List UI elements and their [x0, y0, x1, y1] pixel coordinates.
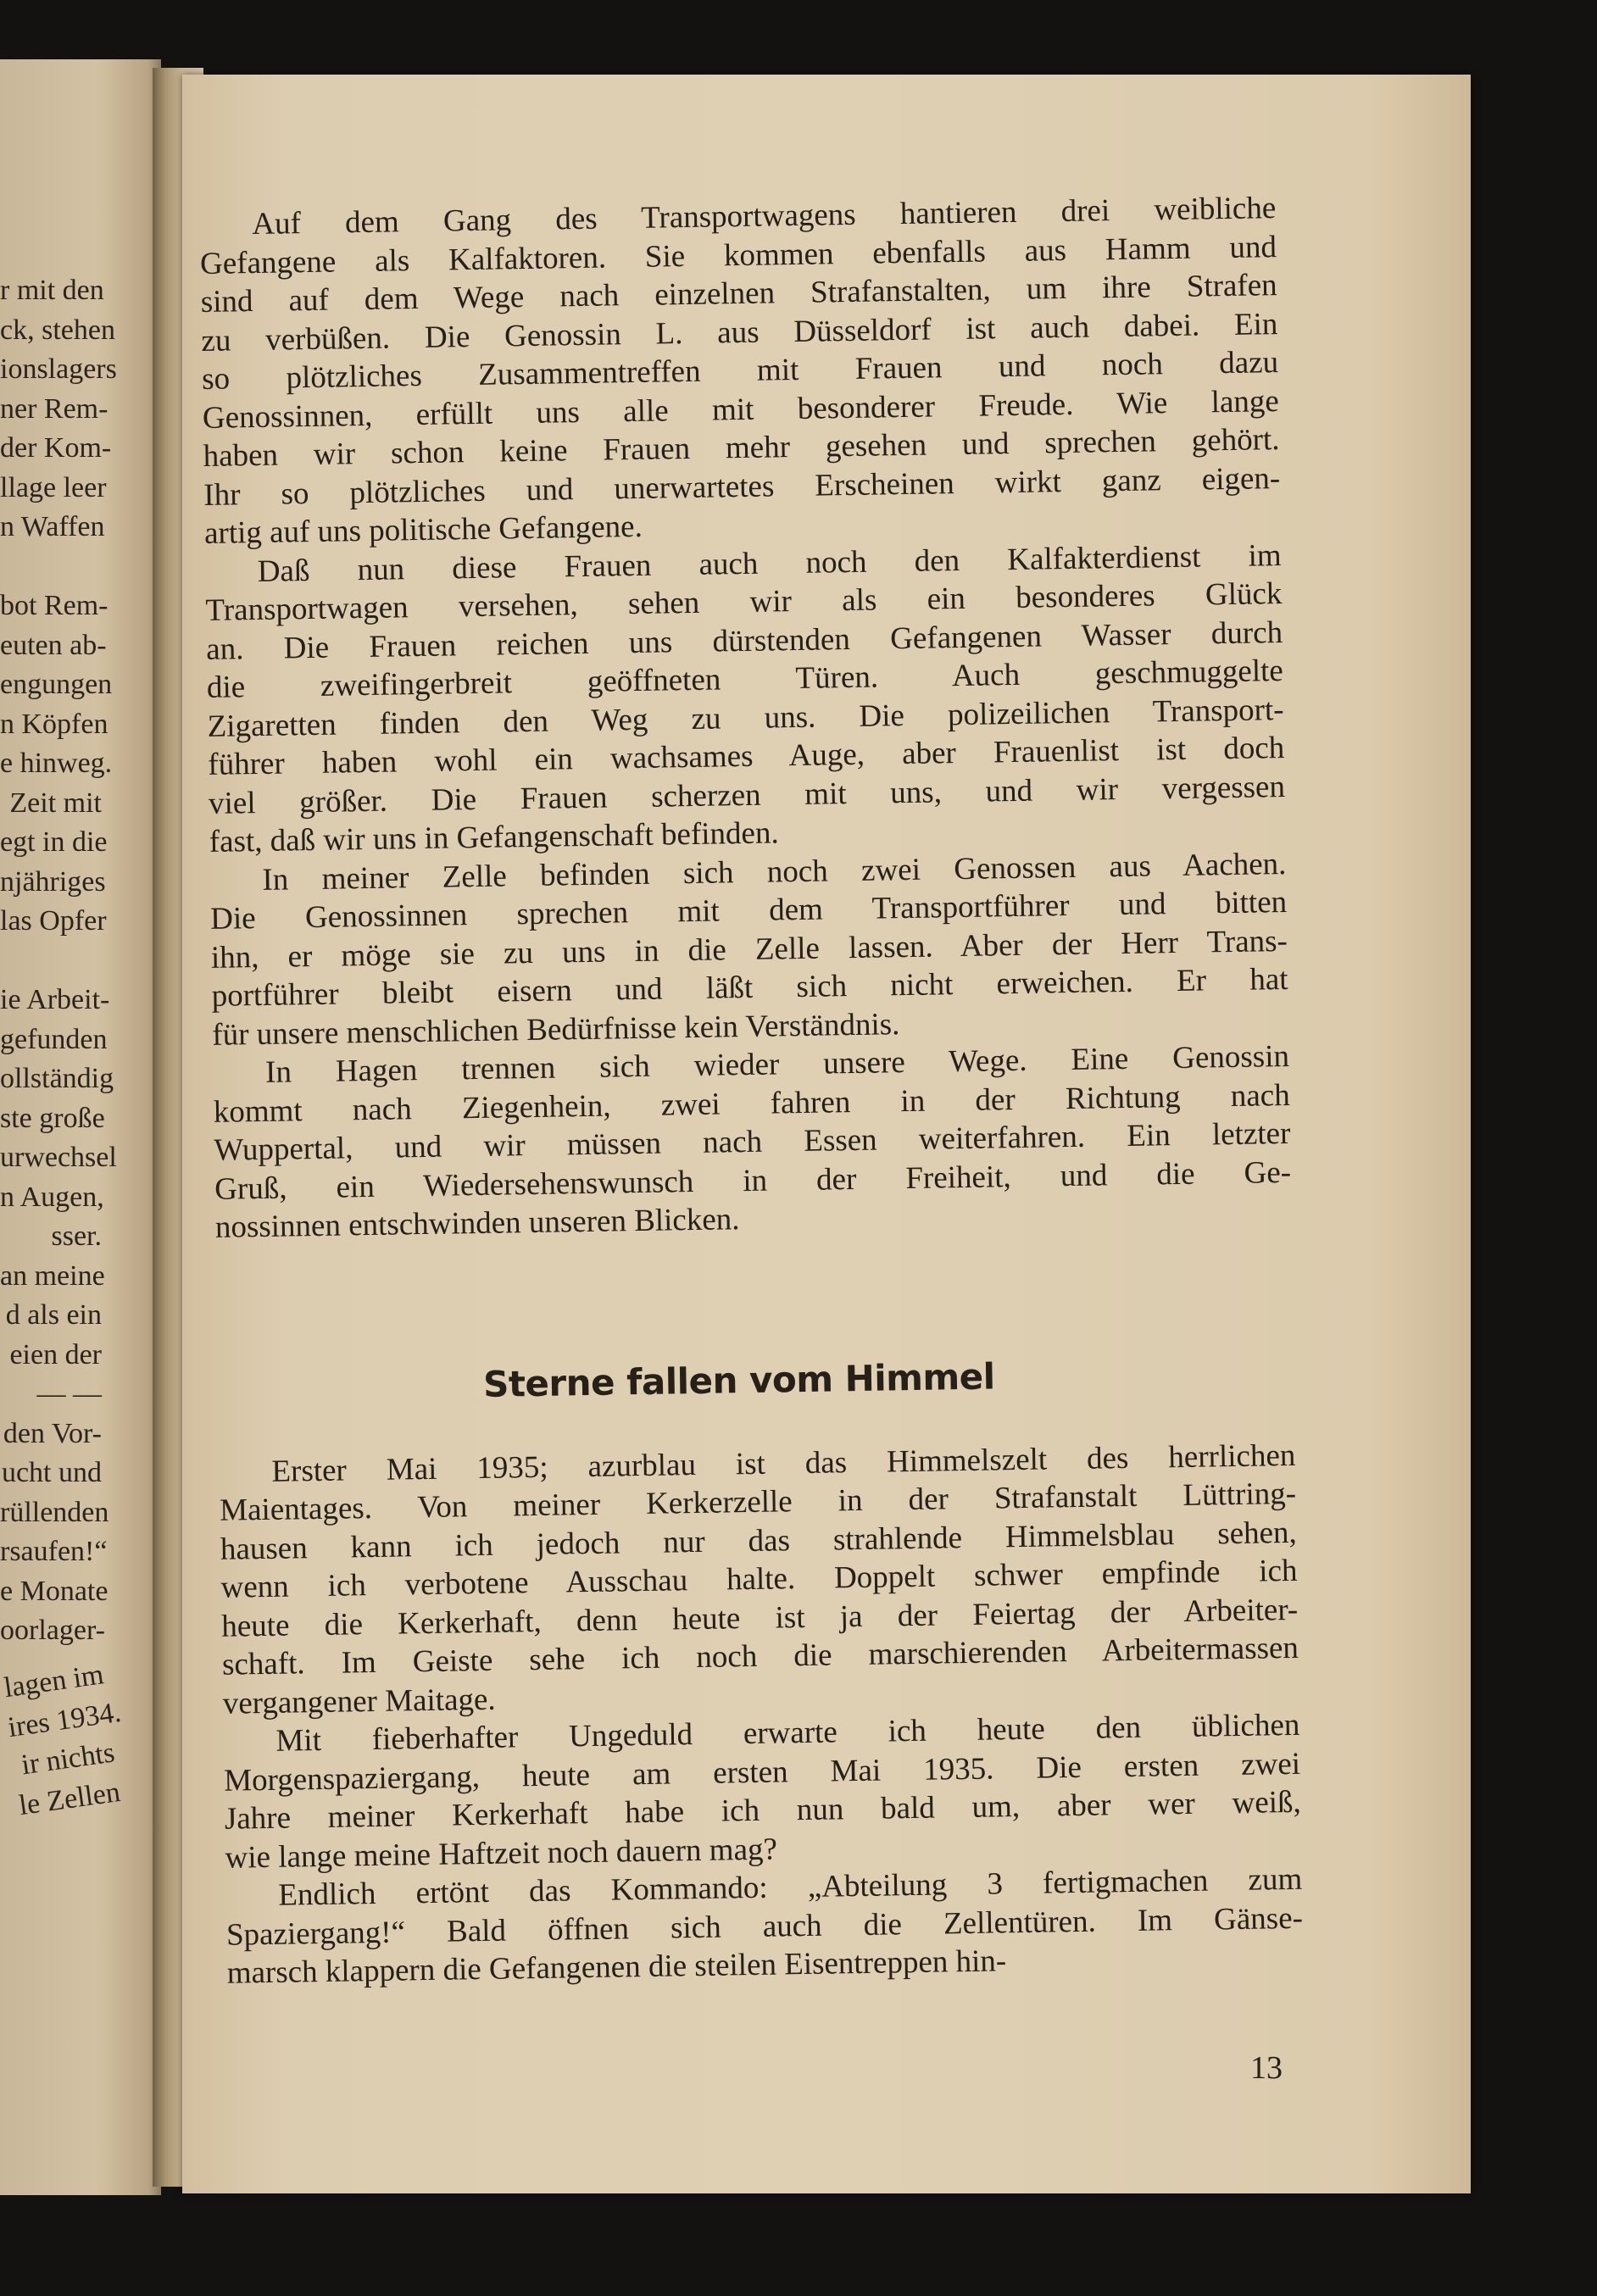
- left-page-fragment: ner Rem-: [0, 392, 109, 425]
- text-line: Genossinnen, erfüllt uns alle mit besonderer Freude. Wie lange: [202, 383, 1280, 436]
- left-page-fragment: ires 1934.: [6, 1696, 123, 1743]
- text-line: haben wir schon keine Frauen mehr gesehen und sprechen gehört.: [203, 422, 1280, 474]
- text-line: zu verbüßen. Die Genossin L. aus Düsseldorf ist auch dabei. Ein: [201, 306, 1278, 359]
- left-page-text-fragments-bottom: [0, 1648, 161, 1826]
- left-page-fragment: euten ab-: [0, 629, 107, 661]
- text-line: viel größer. Die Frauen scherzen mit uns, und wir vergessen: [208, 769, 1286, 821]
- paragraph: [219, 1436, 1299, 1722]
- text-line: Maientages. Von meiner Kerkerzelle in der Strafanstalt Lüttring-: [219, 1476, 1297, 1528]
- paragraph: [223, 1706, 1302, 1877]
- text-line: Ihr so plötzliches und unerwartetes Erscheinen wirkt ganz eigen-: [203, 460, 1281, 513]
- page-number: 13: [1250, 2050, 1283, 2086]
- text-line: schaft. Im Geiste sehe ich noch die marschierenden Arbeitermassen: [221, 1630, 1299, 1682]
- left-page-fragment: r mit den: [0, 275, 104, 306]
- left-page-fragment: ck, stehen: [0, 314, 115, 346]
- left-page-fragment: oorlager-: [0, 1615, 105, 1646]
- text-line: Die Genossinnen sprechen mit dem Transportführer und bitten: [209, 884, 1288, 937]
- text-line: Spaziergang!“ Bald öffnen sich auch die Zellentüren. Im Gänse-: [225, 1900, 1304, 1953]
- text-line: Mit fieberhafter Ungeduld erwarte ich heute den üblichen: [275, 1707, 1300, 1759]
- left-page-fragment: ionslagers: [0, 353, 117, 385]
- text-line: führer haben wohl ein wachsames Auge, aber Frauenlist ist doch: [208, 730, 1285, 782]
- left-page-fragment: ie Arbeit-: [0, 984, 110, 1015]
- right-page: [182, 75, 1471, 2193]
- left-page-fragment: an meine: [0, 1259, 105, 1292]
- text-line: Jahre meiner Kerkerhaft habe ich nun bald um, aber wer weiß,: [224, 1784, 1302, 1837]
- left-page-fragment: urwechsel: [0, 1142, 117, 1173]
- left-page-fragment: ollständig: [0, 1063, 114, 1094]
- page-body: [199, 189, 1304, 1993]
- left-page-fragment: gefunden: [0, 1023, 108, 1055]
- text-line: Erster Mai 1935; azurblau ist das Himmelszelt des herrlichen: [271, 1437, 1296, 1489]
- left-page-fragment: ste große: [0, 1102, 105, 1134]
- text-line: kommt nach Ziegenhein, zwei fahren in der Richtung nach: [213, 1077, 1290, 1130]
- text-line: hausen kann ich jedoch nur das strahlende Himmelsblau sehen,: [220, 1515, 1298, 1567]
- chapter-heading: Sterne fallen vom Himmel: [482, 1354, 995, 1405]
- text-line: Zigaretten finden den Weg zu uns. Die polizeilichen Transport-: [207, 692, 1284, 744]
- paragraph: [204, 536, 1286, 862]
- left-page-fragment: engungen: [0, 669, 113, 700]
- left-page-fragment: las Opfer: [0, 905, 107, 937]
- left-page-text-fragments: [0, 271, 153, 1651]
- left-page-fragment: njähriges: [0, 865, 106, 898]
- left-page-fragment: Zeit mit: [9, 787, 102, 819]
- left-page-fragment: eien der: [9, 1338, 102, 1370]
- section-transport: [199, 189, 1292, 1247]
- left-page-fragment: n Waffen: [0, 511, 105, 542]
- text-line: In Hagen trennen sich wieder unsere Wege. Eine Genossin: [264, 1038, 1290, 1090]
- text-line: fast, daß wir uns in Gefangenschaft befinden.: [209, 815, 779, 859]
- text-line: Endlich ertönt das Kommando: „Abteilung 3 fertigmachen zum: [277, 1861, 1303, 1913]
- left-page-fragment: bot Rem-: [0, 590, 109, 621]
- text-line: nossinnen entschwinden unseren Blicken.: [214, 1202, 740, 1245]
- section-sterne: [219, 1436, 1304, 1993]
- left-page-fragment: le Zellen: [17, 1776, 122, 1821]
- text-line: In meiner Zelle befinden sich noch zwei Genossen aus Aachen.: [262, 846, 1287, 898]
- left-page-fragment: e Monate: [0, 1575, 109, 1607]
- text-line: für unsere menschlichen Bedürfnisse kein Verständnis.: [212, 1006, 900, 1053]
- left-page-fragment: egt in die: [0, 826, 108, 858]
- text-line: Gruß, ein Wiedersehenswunsch in der Freiheit, und die Ge-: [214, 1154, 1292, 1207]
- left-page-fragment: sser.: [51, 1220, 102, 1252]
- left-page-fragment: rüllenden: [0, 1496, 109, 1528]
- paragraph: [209, 844, 1288, 1053]
- text-line: Morgenspaziergang, heute am ersten Mai 1935. Die ersten zwei: [223, 1746, 1301, 1798]
- text-line: ihn, er möge sie zu uns in die Zelle lassen. Aber der Herr Trans-: [210, 923, 1288, 976]
- text-line: wenn ich verbotene Ausschau halte. Doppelt schwer empfinde ich: [220, 1553, 1298, 1605]
- text-line: wie lange meine Haftzeit noch dauern mag?: [225, 1832, 778, 1876]
- text-line: heute die Kerkerhaft, denn heute ist ja der Feiertag der Arbeiter-: [221, 1592, 1299, 1644]
- left-page-fragment: der Kom-: [0, 432, 112, 464]
- text-line: Daß nun diese Frauen auch noch den Kalfakterdienst im: [257, 537, 1282, 589]
- text-line: portführer bleibt eisern und läßt sich nicht erweichen. Er hat: [211, 961, 1288, 1014]
- text-line: Gefangene als Kalfaktoren. Sie kommen ebenfalls aus Hamm und: [199, 229, 1277, 281]
- text-line: sind auf dem Wege nach einzelnen Strafanstalten, um ihre Strafen: [200, 268, 1277, 320]
- left-page-fragment: den Vor-: [3, 1417, 102, 1449]
- left-page-fragment: ucht und: [1, 1457, 102, 1488]
- text-line: so plötzliches Zusammentreffen mit Frauen und noch dazu: [201, 345, 1279, 397]
- paragraph: [213, 1037, 1292, 1247]
- text-line: artig auf uns politische Gefangene.: [203, 509, 643, 551]
- left-page-fragment: rsaufen!“: [0, 1536, 108, 1567]
- text-line: vergangener Maitage.: [222, 1682, 496, 1721]
- left-page-fragment: d als ein: [5, 1299, 102, 1331]
- left-page-fragment: e hinweg.: [0, 748, 113, 779]
- left-page: [0, 59, 161, 2195]
- left-page-fragment: ir nichts: [19, 1737, 117, 1782]
- left-page-fragment: [0, 548, 153, 587]
- text-line: Wuppertal, und wir müssen nach Essen weiterfahren. Ein letzter: [214, 1115, 1291, 1168]
- text-line: Auf dem Gang des Transportwagens hantieren drei weibliche: [252, 191, 1277, 242]
- left-page-fragment: n Augen,: [0, 1181, 104, 1213]
- paragraph: [225, 1860, 1304, 1993]
- left-page-fragment: — —: [36, 1378, 102, 1409]
- text-line: marsch klappern die Gefangenen die steilen Eisentreppen hin-: [226, 1943, 1007, 1991]
- left-page-fragment: llage leer: [0, 471, 107, 503]
- left-page-fragment: [0, 942, 153, 981]
- text-line: an. Die Frauen reichen uns dürstenden Gefangenen Wasser durch: [205, 614, 1283, 667]
- left-page-fragment: n Köpfen: [0, 708, 109, 740]
- text-line: die zweifingerbreit geöffneten Türen. Auch geschmuggelte: [206, 653, 1284, 705]
- left-page-fragment: lagen im: [2, 1659, 106, 1704]
- paragraph: [199, 189, 1281, 553]
- text-line: Transportwagen versehen, sehen wir als ein besonderes Glück: [205, 575, 1283, 628]
